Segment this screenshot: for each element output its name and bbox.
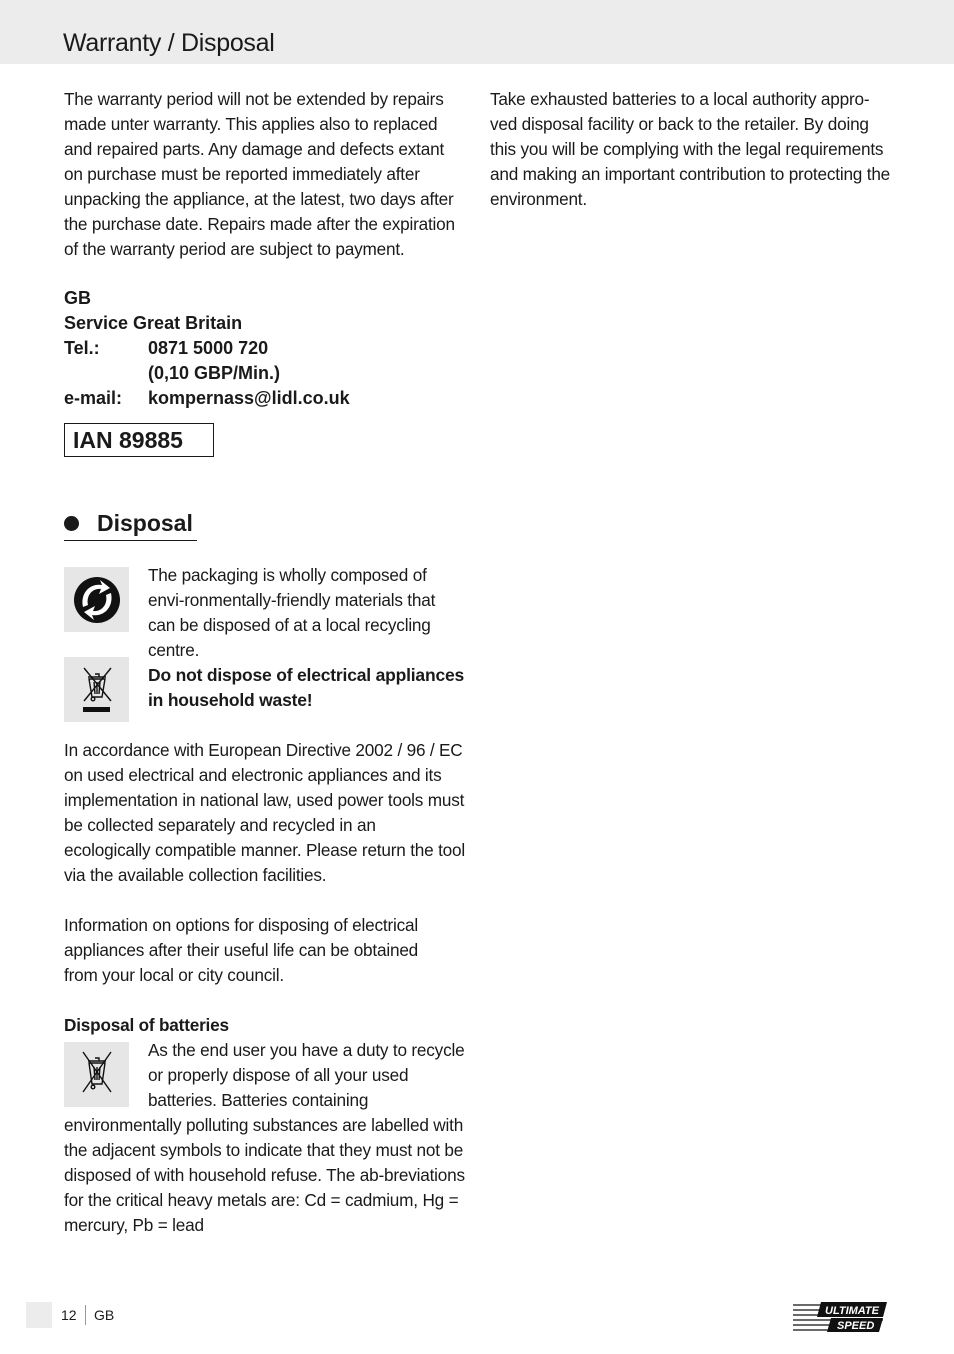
disposal-title: Disposal xyxy=(97,510,193,536)
batteries-paragraph: As the end user you have a duty to recycle or properly dispose of all your used batteries. Batteries containing xyxy=(148,1040,465,1110)
service-country: GB xyxy=(64,288,91,308)
footer-divider xyxy=(85,1305,86,1325)
tel-row xyxy=(64,336,350,361)
service-name: Service Great Britain xyxy=(64,313,243,333)
right-column-paragraph: Take exhausted batteries to a local authority appro-ved disposal facility or back to the retailer. By doing this you will be complying with the legal requirements and making an important contribution to protecting the environment. xyxy=(490,89,891,209)
batteries-heading: Disposal of batteries xyxy=(64,1015,229,1035)
ultimate-speed-logo xyxy=(791,1300,891,1339)
disposal-info-paragraph: Information on options for disposing of electrical appliances after their useful life can be obtained from your local or city council. xyxy=(64,915,419,985)
ian-number: IAN 89885 xyxy=(64,423,214,457)
packaging-text: The packaging is wholly composed of envi-ronmentally-friendly materials that can be disposed of at a local recycling centre. xyxy=(148,565,436,660)
page-number: 12 xyxy=(61,1307,77,1323)
crossed-out-battery-bin-icon xyxy=(64,1042,129,1107)
directive-paragraph: In accordance with European Directive 2002 / 96 / EC on used electrical and electronic appliances and its implementation in national law, used power tools must be collected separately and recycled in an ecologically compatible manner. Please return the tool via the available collection facilities. xyxy=(64,740,465,885)
bullet-icon xyxy=(64,516,79,531)
crossed-out-wheelie-bin-icon xyxy=(64,657,129,722)
tel-rate-row xyxy=(64,361,350,386)
disposal-heading xyxy=(64,506,197,541)
footer-tab xyxy=(26,1302,52,1328)
green-dot-recycling-icon xyxy=(64,567,129,632)
tel-label: Tel.: xyxy=(64,338,100,358)
page-title: Warranty / Disposal xyxy=(63,29,275,57)
logo-text-line1: ULTIMATE xyxy=(825,1305,879,1317)
email-row xyxy=(64,386,350,411)
tel-rate: (0,10 GBP/Min.) xyxy=(148,363,281,383)
email-value: kompernass@lidl.co.uk xyxy=(148,388,350,408)
email-label: e-mail: xyxy=(64,388,123,408)
service-contact xyxy=(64,286,350,411)
batteries-paragraph-start xyxy=(148,1038,468,1113)
footer-language: GB xyxy=(94,1307,115,1323)
household-waste-warning: Do not dispose of electrical appliances in household waste! xyxy=(148,665,465,710)
logo-text-line2: SPEED xyxy=(837,1320,875,1332)
tel-value: 0871 5000 720 xyxy=(148,338,269,358)
warranty-paragraph: The warranty period will not be extended by repairs made unter warranty. This applies also to replaced and repaired parts. Any damage and defects extant on purchase must be reported immediately after unpacking the appliance, at the latest, two days after the purchase date. Repairs made after the expiration of the warranty period are subject to payment. xyxy=(64,89,455,259)
page-header xyxy=(0,0,954,64)
batteries-paragraph-continued: environmentally polluting substances are labelled with the adjacent symbols to indicate that they must not be disposed of with household refuse. The ab-breviations for the critical heavy metals are: Cd = cadmium, Hg = mercury, Pb = lead xyxy=(64,1115,465,1235)
